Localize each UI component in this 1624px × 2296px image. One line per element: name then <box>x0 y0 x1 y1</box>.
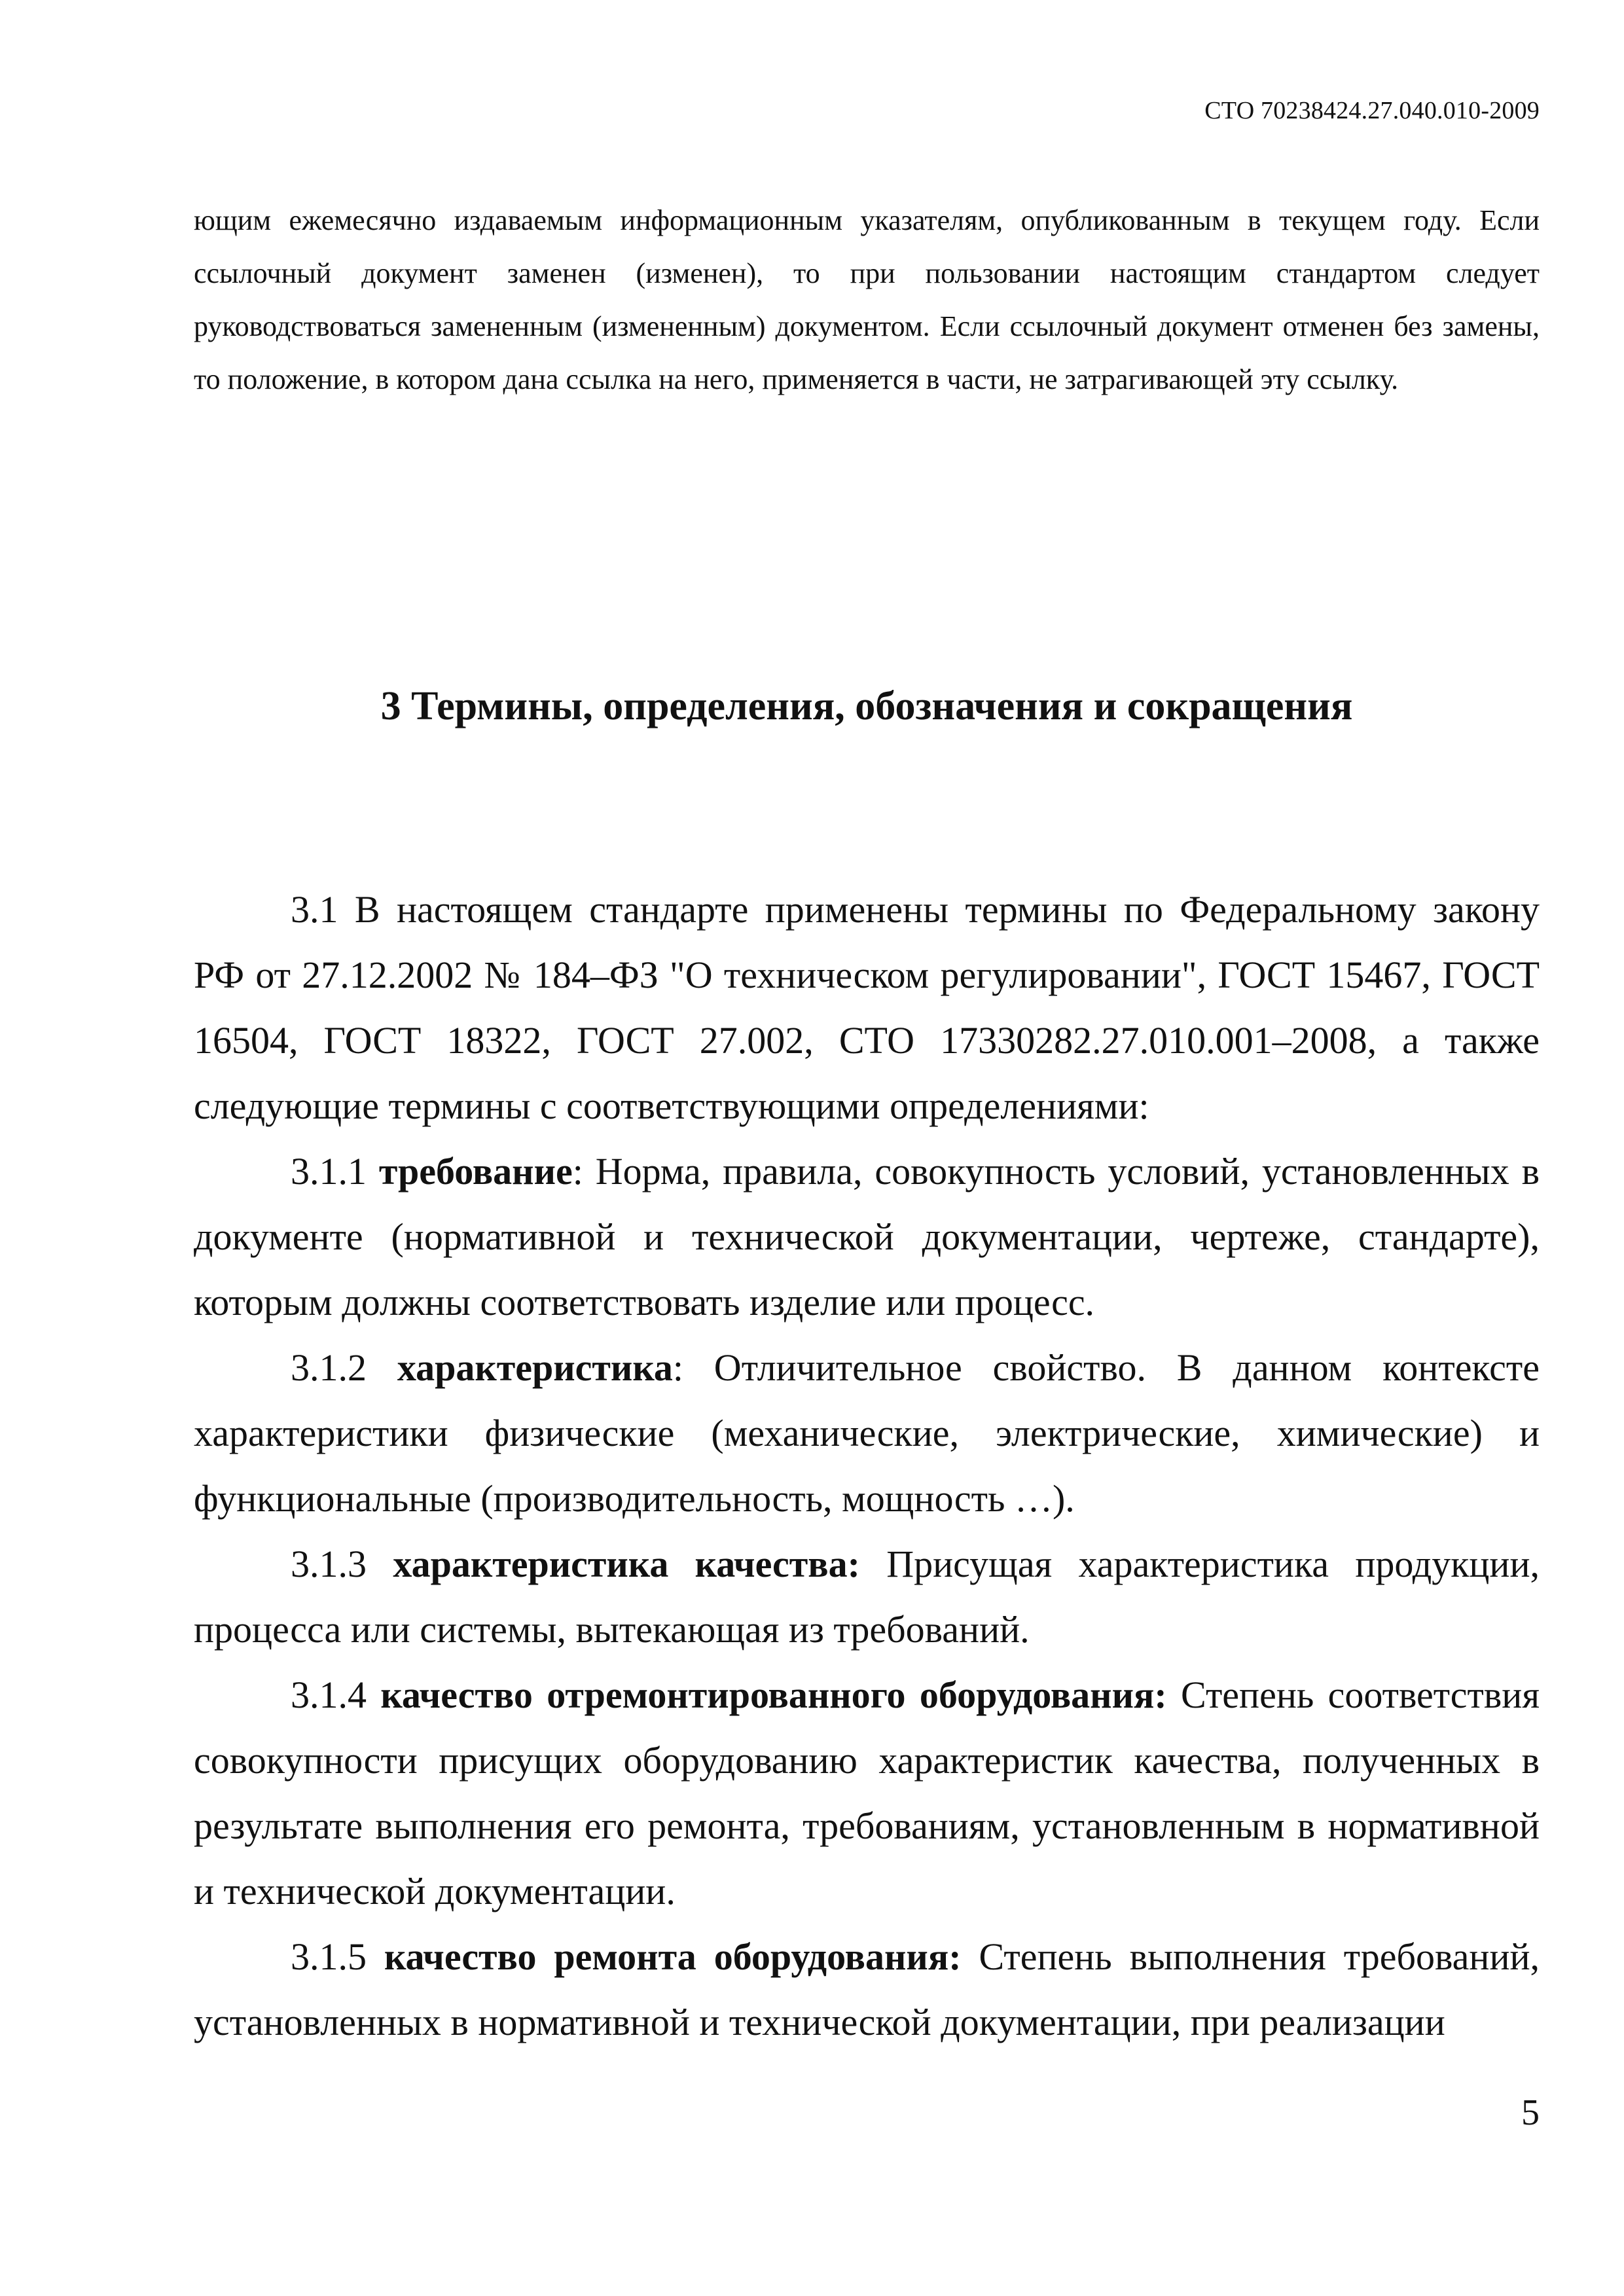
term-definition: : Норма, правила, совокупность условий, установленных в документе (нормативной и технической документации, чертеже, стандарте), которым должны соответствовать изделие или процесс. <box>194 1150 1540 1323</box>
term-number: 3.1.5 <box>291 1935 367 1978</box>
term-definition: Присущая характеристика продукции, процесса или системы, вытекающая из требований. <box>194 1543 1540 1651</box>
term-definition: Степень соответствия совокупности присущих оборудованию характеристик качества, полученных в результате выполнения его ремонта, требованиям, установленным в нормативной и технической документации. <box>194 1674 1540 1912</box>
document-code-header: СТО 70238424.27.040.010-2009 <box>1204 97 1540 124</box>
term-number: 3.1.2 <box>291 1346 367 1389</box>
term-name: качество отремонтированного оборудования: <box>380 1674 1167 1716</box>
intro-paragraph: ющим ежемесячно издаваемым информационным указателям, опубликованным в текущем году. Если ссылочный документ заменен (изменен), то при пользовании настоящим стандартом следует руководствоваться замененным (измененным) документом. Если ссылочный документ отменен без замены, то положение, в котором дана ссылка на него, применяется в части, не затрагивающей эту ссылку. <box>194 204 1540 395</box>
term-definition: : Отличительное свойство. В данном контексте характеристики физические (механические, электрические, химические) и функциональные (производительность, мощность …). <box>194 1346 1540 1520</box>
paragraph-3-1-5 <box>194 1924 1540 2055</box>
paragraph-3-1-1 <box>194 1139 1540 1335</box>
term-name: характеристика качества: <box>393 1543 860 1585</box>
paragraph-3-1: 3.1 В настоящем стандарте применены термины по Федеральному закону РФ от 27.12.2002 № 184–ФЗ "О техническом регулировании", ГОСТ 15467, ГОСТ 16504, ГОСТ 18322, ГОСТ 27.002, СТО 17330282.27.010.001–2008, а также следующие термины с соответствующими определениями: <box>194 888 1540 1127</box>
term-name: качество ремонта оборудования: <box>384 1935 962 1978</box>
term-number: 3.1.4 <box>291 1674 367 1716</box>
term-number: 3.1.1 <box>291 1150 367 1193</box>
paragraph-3-1-3 <box>194 1532 1540 1662</box>
section-body <box>194 877 1540 2055</box>
paragraph-3-1-2 <box>194 1335 1540 1532</box>
term-number: 3.1.3 <box>291 1543 367 1585</box>
section-title: 3 Термины, определения, обозначения и сокращения <box>380 684 1353 728</box>
page-number: 5 <box>1521 2092 1540 2133</box>
paragraph-3-1-4 <box>194 1662 1540 1924</box>
term-definition: Степень выполнения требований, установленных в нормативной и технической документации, при реализации <box>194 1935 1540 2043</box>
term-name: характеристика <box>397 1346 673 1389</box>
term-name: требование <box>378 1150 573 1193</box>
